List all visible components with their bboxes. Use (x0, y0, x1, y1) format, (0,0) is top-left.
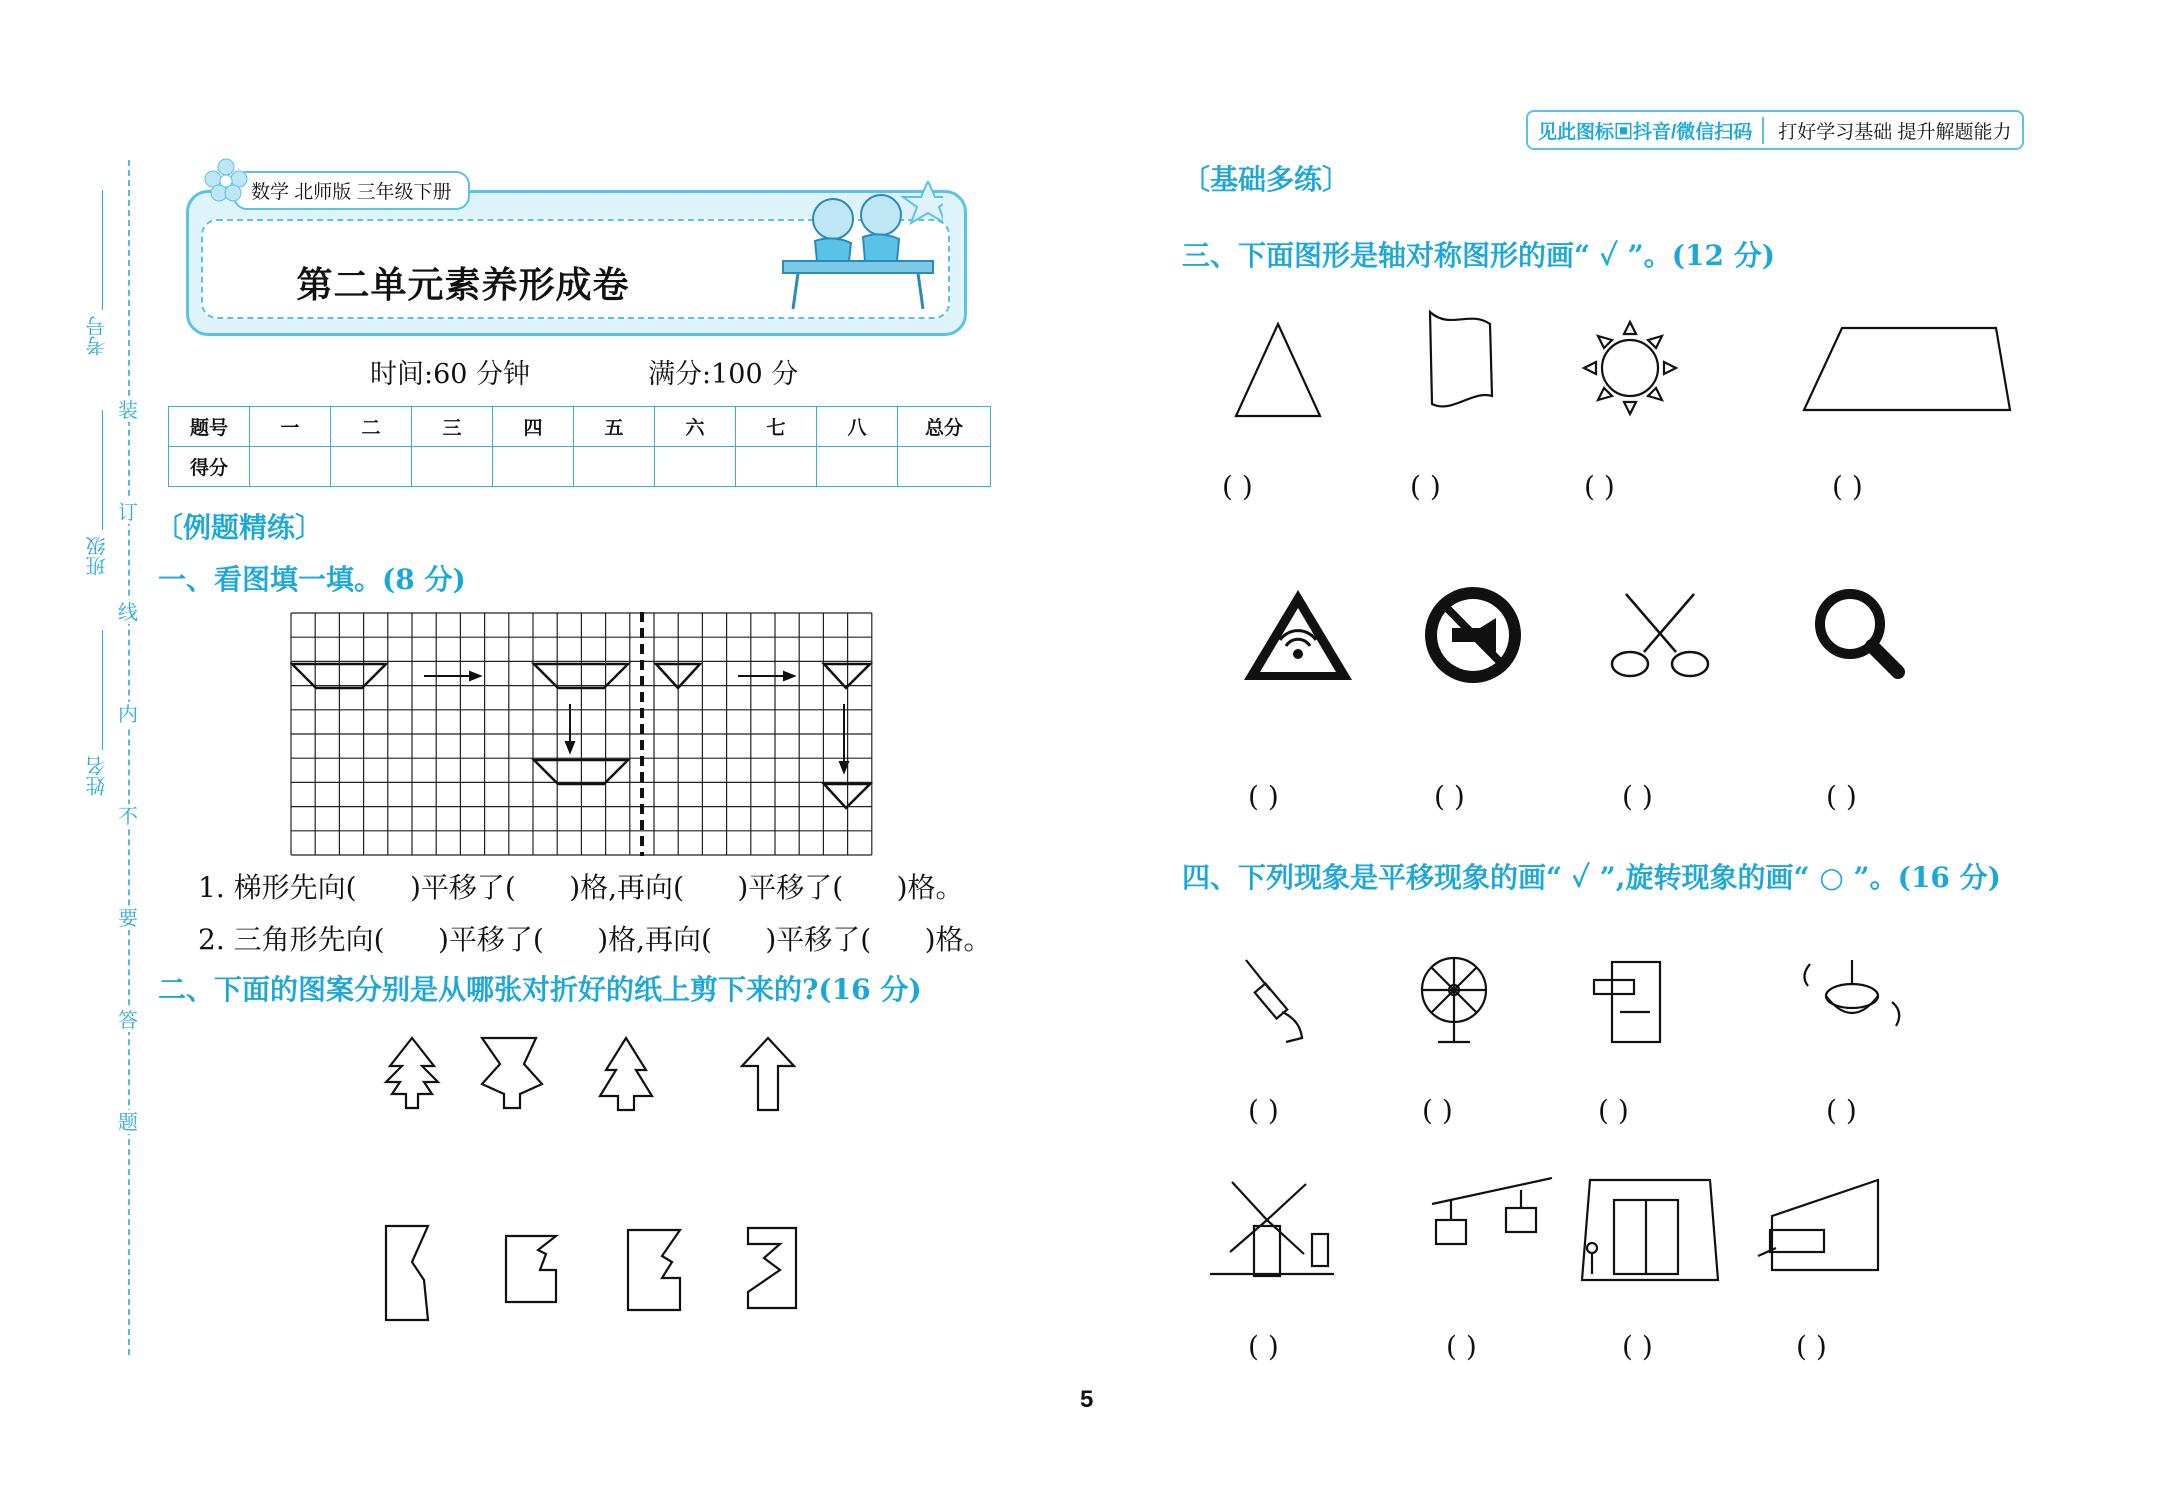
banner-inner (201, 219, 950, 319)
class-rule (102, 410, 103, 530)
class-label: 班级 (85, 536, 109, 576)
cable-car-icon (1432, 1178, 1552, 1244)
trapezoid-shape (1804, 328, 2010, 410)
children-illustration (763, 181, 943, 311)
time-limit: 时间:60 分钟 (370, 359, 531, 390)
drawer-icon (1758, 1180, 1878, 1270)
answer-blank[interactable]: ( ) (1598, 1094, 1629, 1127)
answer-blank[interactable]: ( ) (1826, 1094, 1857, 1127)
answer-blank[interactable]: ( ) (1622, 780, 1653, 813)
answer-blank[interactable]: ( ) (1248, 1330, 1279, 1363)
answer-blank[interactable]: ( ) (1434, 780, 1465, 813)
answer-blank[interactable]: ( ) (1222, 470, 1253, 503)
motion-pictures-row-1 (1230, 950, 1930, 1050)
slogan: 打好学习基础 提升解题能力 (1778, 121, 2012, 143)
score-input-cell[interactable] (331, 447, 412, 487)
scissors-icon (1612, 594, 1708, 676)
scan-label: 见此图标▣抖音/微信扫码 (1538, 117, 1764, 144)
answer-blank[interactable]: ( ) (1422, 1094, 1453, 1127)
sun-shape (1602, 340, 1658, 396)
score-input-cell[interactable] (817, 447, 898, 487)
binding-dashed-line (128, 160, 130, 1355)
table-cell: 五 (574, 407, 655, 447)
score-input-cell[interactable] (898, 447, 991, 487)
table-cell: 八 (817, 407, 898, 447)
answer-blank[interactable]: ( ) (1446, 1330, 1477, 1363)
answer-blank[interactable]: ( ) (1826, 780, 1857, 813)
binding-char: 不 (118, 804, 138, 828)
motion-pictures-row-2 (1210, 1170, 1910, 1290)
binding-char: 答 (118, 1008, 138, 1032)
question-1-line-2: 2. 三角形先向( )平移了( )格,再向( )平移了( )格。 (198, 923, 992, 956)
wavy-flag-shape (1430, 312, 1492, 406)
question-2-heading: 二、下面的图案分别是从哪张对折好的纸上剪下来的?(16 分) (158, 973, 922, 1006)
table-cell: 二 (331, 407, 412, 447)
binding-char: 装 (118, 398, 138, 422)
full-score: 满分:100 分 (648, 359, 799, 390)
magnifier-icon (1820, 594, 1898, 672)
table-row (169, 447, 991, 487)
question-3-heading: 三、下面图形是轴对称图形的画“ ✓ ”。(12 分) (1182, 239, 1775, 272)
triangle-shape (1236, 324, 1320, 416)
scan-banner[interactable] (1526, 110, 2024, 150)
flower-icon (203, 157, 249, 203)
name-rule (102, 630, 103, 750)
table-cell: 总分 (898, 407, 991, 447)
answer-blank[interactable]: ( ) (1832, 470, 1863, 503)
score-input-cell[interactable] (655, 447, 736, 487)
score-input-cell[interactable] (574, 447, 655, 487)
answer-blank[interactable]: ( ) (1622, 1330, 1653, 1363)
cutout-patterns (370, 1030, 810, 1330)
radiation-warning-icon (1244, 590, 1352, 680)
revolving-door-icon (1582, 1180, 1718, 1280)
exam-number-rule (102, 190, 103, 310)
binding-char: 要 (118, 906, 138, 930)
answer-blank[interactable]: ( ) (1796, 1330, 1827, 1363)
exam-number-label: 考号 (85, 316, 109, 356)
score-input-cell[interactable] (250, 447, 331, 487)
section-heading-examples: 〔例题精练〕 (155, 511, 324, 544)
score-input-cell[interactable] (412, 447, 493, 487)
binding-char: 线 (118, 600, 138, 624)
table-cell: 四 (493, 407, 574, 447)
answer-blank[interactable]: ( ) (1248, 780, 1279, 813)
answer-blank[interactable]: ( ) (1584, 470, 1615, 503)
translation-grid (290, 612, 876, 860)
tree-cutout (386, 1038, 438, 1108)
name-label: 姓名 (85, 756, 109, 796)
no-horn-sign-icon (1425, 587, 1521, 683)
answer-blank[interactable]: ( ) (1410, 470, 1441, 503)
unit-banner (186, 182, 967, 336)
hourglass-cutout (482, 1038, 542, 1108)
table-cell: 一 (250, 407, 331, 447)
table-cell: 三 (412, 407, 493, 447)
subject-tag: 数学 北师版 三年级下册 (233, 171, 470, 210)
question-4-heading: 四、下列现象是平移现象的画“ ✓ ”,旋转现象的画“ ○ ”。(16 分) (1182, 861, 2001, 894)
drawer-cabinet-icon (1594, 962, 1660, 1042)
table-cell: 得分 (169, 447, 250, 487)
score-input-cell[interactable] (493, 447, 574, 487)
section-heading-practice: 〔基础多练〕 (1182, 163, 1351, 196)
table-cell: 题号 (169, 407, 250, 447)
answer-blank[interactable]: ( ) (1248, 1094, 1279, 1127)
syringe-icon (1246, 960, 1302, 1042)
question-1-line-1: 1. 梯形先向( )平移了( )格,再向( )平移了( )格。 (198, 871, 964, 904)
score-input-cell[interactable] (736, 447, 817, 487)
windmill-icon (1210, 1182, 1334, 1276)
binding-char: 内 (118, 702, 138, 726)
page-title: 第二单元素养形成卷 (296, 264, 630, 306)
table-cell: 七 (736, 407, 817, 447)
symmetry-shapes-row-1 (1220, 300, 2020, 430)
table-row (169, 407, 991, 447)
question-1-heading: 一、看图填一填。(8 分) (158, 563, 466, 596)
fan-wheel-icon (1422, 958, 1486, 1042)
table-cell: 六 (655, 407, 736, 447)
symmetry-shapes-row-2 (1230, 580, 1930, 690)
spinning-top-icon (1804, 960, 1899, 1026)
page-number: 5 (1080, 1386, 1094, 1413)
binding-char: 题 (118, 1110, 138, 1134)
binding-char: 订 (118, 500, 138, 524)
score-table (168, 406, 991, 487)
